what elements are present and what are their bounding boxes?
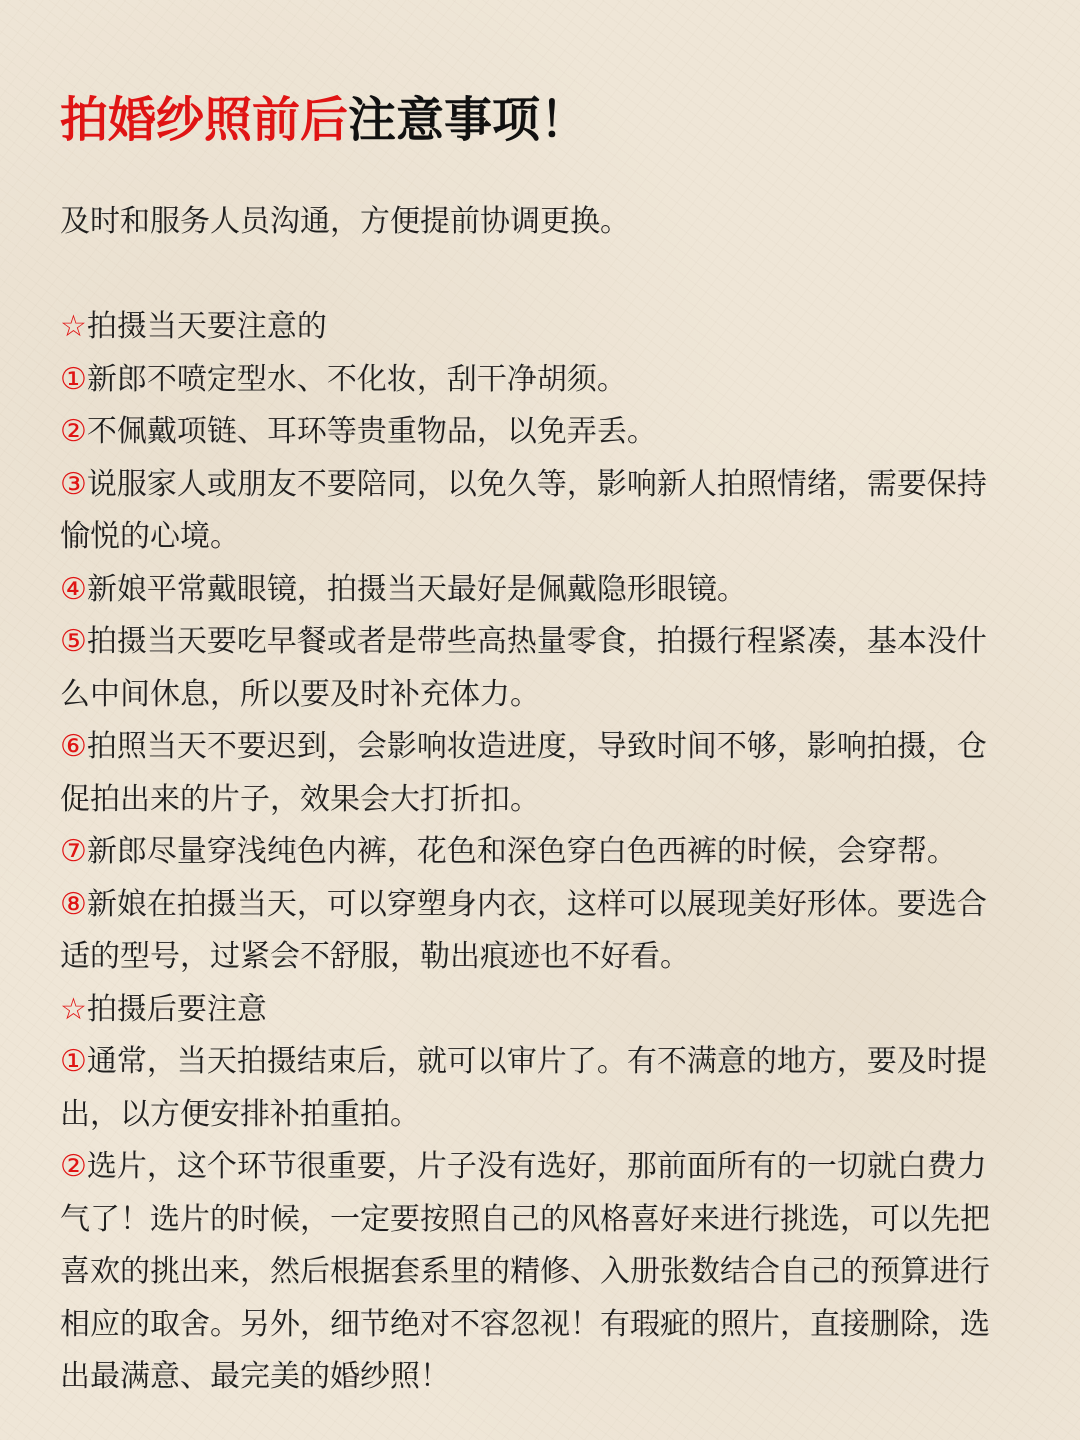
item-text: 通常，当天拍摄结束后，就可以审片了。有不满意的地方，要及时提出，以方便安排补拍重拍。 bbox=[60, 1044, 987, 1132]
list-item bbox=[60, 879, 1000, 984]
item-text: 新娘平常戴眼镜，拍摄当天最好是佩戴隐形眼镜。 bbox=[86, 571, 747, 607]
section-heading-text: 拍摄当天要注意的 bbox=[86, 309, 327, 344]
star-icon: ☆ bbox=[60, 309, 87, 344]
article-body bbox=[60, 196, 1000, 1404]
item-number: ① bbox=[60, 1044, 87, 1079]
item-number: ④ bbox=[60, 571, 87, 607]
item-text: 新郎尽量穿浅纯色内裤，花色和深色穿白色西裤的时候，会穿帮。 bbox=[86, 834, 957, 869]
list-item bbox=[60, 564, 1000, 617]
item-text: 新娘在拍摄当天，可以穿塑身内衣，这样可以展现美好形体。要选合适的型号，过紧会不舒服，勒出痕迹也不好看。 bbox=[60, 886, 987, 974]
title-black-part: 注意事项！ bbox=[348, 92, 589, 148]
intro-text: 及时和服务人员沟通，方便提前协调更换。 bbox=[60, 204, 630, 239]
list-item bbox=[60, 459, 1000, 564]
section-heading-shooting-day bbox=[60, 301, 1000, 354]
item-text: 说服家人或朋友不要陪同，以免久等，影响新人拍照情绪，需要保持愉悦的心境。 bbox=[60, 466, 987, 554]
list-item bbox=[60, 1141, 1000, 1404]
list-item bbox=[60, 406, 1000, 459]
item-number: ② bbox=[60, 1149, 87, 1184]
item-text: 不佩戴项链、耳环等贵重物品，以免弄丢。 bbox=[86, 414, 657, 449]
item-number: ⑥ bbox=[60, 729, 87, 764]
title-red-part: 拍婚纱照前后 bbox=[60, 92, 349, 148]
star-icon: ☆ bbox=[60, 991, 87, 1027]
section-heading-after-shooting bbox=[60, 984, 1000, 1037]
list-item bbox=[60, 721, 1000, 826]
item-text: 新郎不喷定型水、不化妆，刮干净胡须。 bbox=[86, 361, 627, 397]
list-item bbox=[60, 1036, 1000, 1141]
item-number: ⑧ bbox=[60, 886, 87, 922]
list-item bbox=[60, 616, 1000, 721]
item-text: 选片，这个环节很重要，片子没有选好，那前面所有的一切就白费力气了！选片的时候，一定要按照自己的风格喜好来进行挑选，可以先把喜欢的挑出来，然后根据套系里的精修、入册张数结合自己的预算进行相应的取舍。另外，细节绝对不容忽视！有瑕疵的照片，直接删除，选出最满意、最完美的婚纱照！ bbox=[60, 1149, 990, 1394]
item-text: 拍摄当天要吃早餐或者是带些高热量零食，拍摄行程紧凑，基本没什么中间休息，所以要及时补充体力。 bbox=[60, 624, 987, 712]
item-number: ① bbox=[60, 361, 87, 397]
list-item bbox=[60, 826, 1000, 879]
list-item bbox=[60, 354, 1000, 407]
page-title bbox=[60, 88, 588, 152]
spacer bbox=[60, 249, 1000, 302]
section-heading-text: 拍摄后要注意 bbox=[86, 991, 267, 1027]
item-number: ⑤ bbox=[60, 624, 87, 659]
item-number: ⑦ bbox=[60, 834, 87, 869]
item-text: 拍照当天不要迟到，会影响妆造进度，导致时间不够，影响拍摄，仓促拍出来的片子，效果会大打折扣。 bbox=[60, 729, 987, 817]
item-number: ② bbox=[60, 414, 87, 449]
item-number: ③ bbox=[60, 466, 87, 502]
